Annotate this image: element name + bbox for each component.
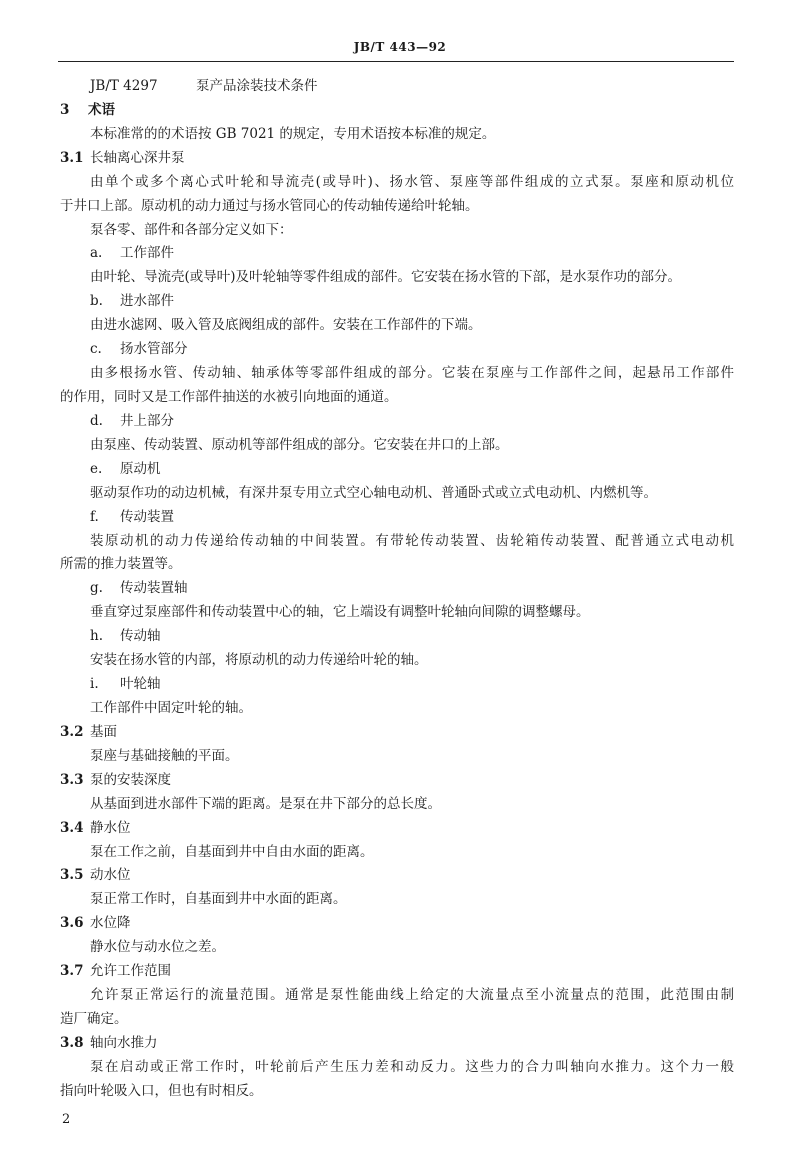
ref-code: JB/T 4297 <box>90 78 158 94</box>
ref-title: 泵产品涂装技术条件 <box>196 78 318 94</box>
page-header: JB/T 443—92 <box>353 40 447 54</box>
page-number: 2 <box>62 1112 71 1127</box>
section-title: 术语 <box>88 102 115 118</box>
header-rule <box>58 61 734 62</box>
section-number: 3 <box>60 102 70 118</box>
